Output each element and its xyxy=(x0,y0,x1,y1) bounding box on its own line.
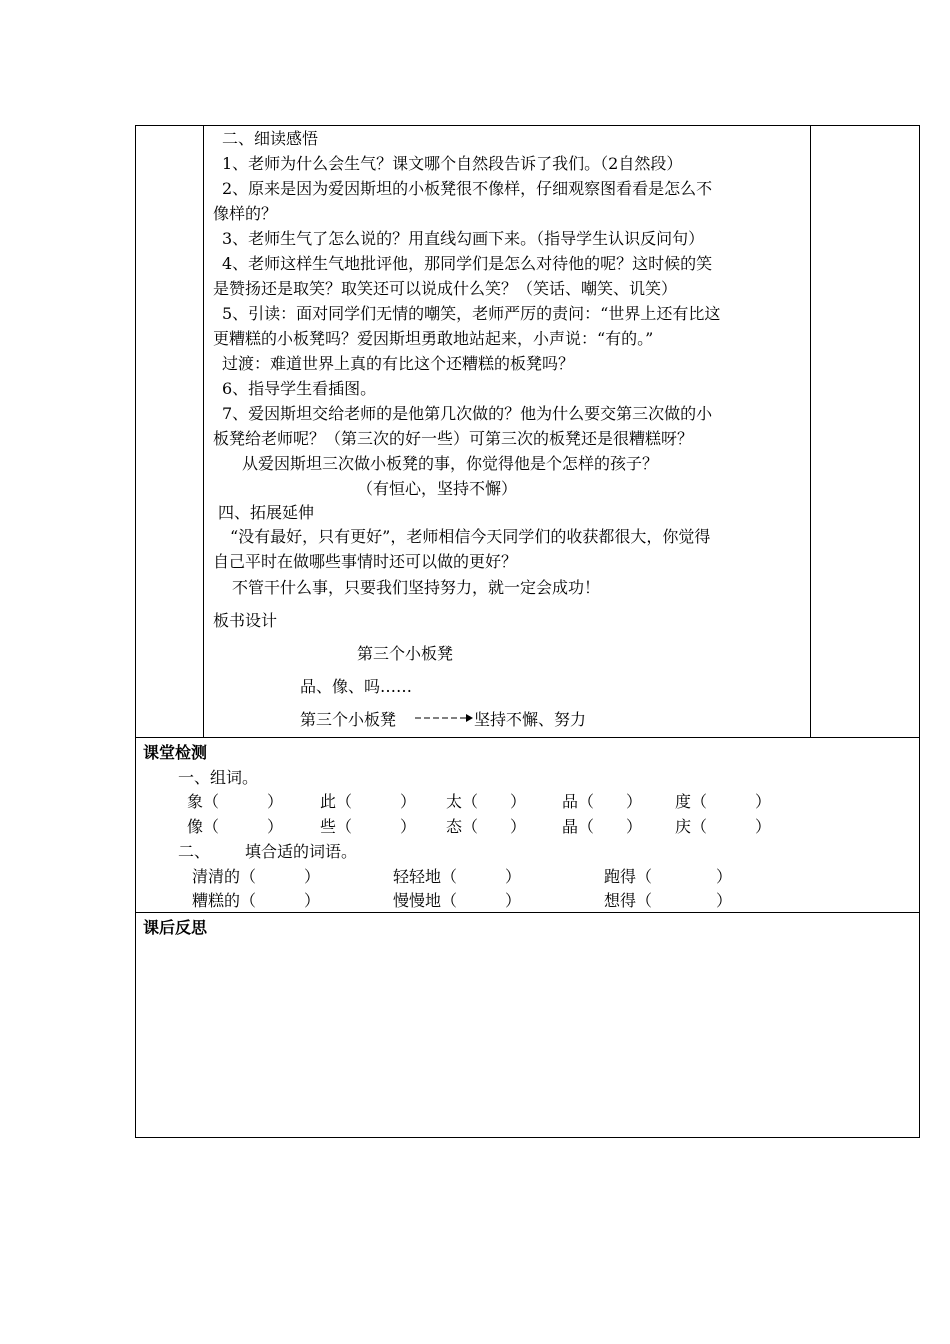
word-item: 晶（ ） xyxy=(562,817,643,836)
check-title: 课堂检测 xyxy=(143,743,208,762)
question-2-line-1: 2、原来是因为爱因斯坦的小板凳很不像样，仔细观察图看看是怎么不 xyxy=(222,179,713,198)
fill-item: 慢慢地（ ） xyxy=(393,891,522,910)
extension-line-2: 自己平时在做哪些事情时还可以做的更好？ xyxy=(213,552,518,571)
board-line-2-left: 第三个小板凳 xyxy=(300,710,397,729)
section-title-extension: 四、拓展延伸 xyxy=(218,503,315,522)
question-3: 3、老师生气了怎么说的？用直线勾画下来。（指导学生认识反问句） xyxy=(222,229,705,248)
word-item: 象（ ） xyxy=(187,792,284,811)
check-part-2-text: 填合适的词语。 xyxy=(245,842,358,861)
board-design-title: 板书设计 xyxy=(213,611,278,630)
transition-text: 过渡：难道世界上真的有比这个还糟糕的板凳吗？ xyxy=(222,354,575,373)
question-5-line-2: 更糟糕的小板凳吗？爱因斯坦勇敢地站起来，小声说：“有的。” xyxy=(213,329,654,348)
board-line-1: 品、像、吗…… xyxy=(300,677,413,696)
check-part-1: 一、组词。 xyxy=(178,768,259,787)
extension-line-3: 不管干什么事，只要我们坚持努力，就一定会成功！ xyxy=(232,578,601,597)
table-border-bottom xyxy=(135,1137,920,1138)
question-5-line-1: 5、引读：面对同学们无情的嘲笑，老师严厉的责问：“世界上还有比这 xyxy=(222,304,721,323)
column-divider-left xyxy=(203,125,204,738)
question-7-line-1: 7、爱因斯坦交给老师的是他第几次做的？他为什么要交第三次做的小 xyxy=(222,404,713,423)
question-7-line-3: 从爱因斯坦三次做小板凳的事，你觉得他是个怎样的孩子？ xyxy=(242,454,659,473)
extension-line-1: “没有最好，只有更好”，老师相信今天同学们的收获都很大，你觉得 xyxy=(230,527,711,546)
fill-item: 糟糕的（ ） xyxy=(192,891,321,910)
word-item: 些（ ） xyxy=(320,817,417,836)
word-item: 太（ ） xyxy=(446,792,527,811)
word-item: 庆（ ） xyxy=(675,817,772,836)
reflection-title: 课后反思 xyxy=(143,918,208,937)
column-divider-right xyxy=(810,125,811,738)
word-item: 品（ ） xyxy=(562,792,643,811)
fill-item: 跑得（ ） xyxy=(604,867,733,886)
word-item: 态（ ） xyxy=(446,817,527,836)
table-border-left xyxy=(135,125,136,1138)
question-4-line-1: 4、老师这样生气地批评他，那同学们是怎么对待他的呢？这时候的笑 xyxy=(222,254,713,273)
word-item: 此（ ） xyxy=(320,792,417,811)
question-4-line-2: 是赞扬还是取笑？取笑还可以说成什么笑？（笑话、嘲笑、讥笑） xyxy=(213,279,678,298)
question-6: 6、指导学生看插图。 xyxy=(222,379,377,398)
word-item: 像（ ） xyxy=(187,817,284,836)
question-7-line-2: 板凳给老师呢？（第三次的好一些）可第三次的板凳还是很糟糕呀？ xyxy=(213,429,694,448)
fill-item: 想得（ ） xyxy=(604,891,733,910)
board-line-2-right: 坚持不懈、努力 xyxy=(474,710,587,729)
question-2-line-2: 像样的？ xyxy=(213,204,278,223)
section-title-close-reading: 二、细读感悟 xyxy=(222,129,319,148)
fill-item: 清清的（ ） xyxy=(192,867,321,886)
row-divider-check xyxy=(135,737,920,738)
fill-item: 轻轻地（ ） xyxy=(393,867,522,886)
word-item: 度（ ） xyxy=(675,792,772,811)
check-part-2-number: 二、 xyxy=(178,842,211,861)
table-border-right xyxy=(919,125,920,1138)
question-1: 1、老师为什么会生气？课文哪个自然段告诉了我们。（2自然段） xyxy=(222,154,683,173)
board-heading: 第三个小板凳 xyxy=(357,644,454,663)
question-7-answer: （有恒心，坚持不懈） xyxy=(357,479,518,498)
dashed-arrow-icon xyxy=(414,712,474,724)
